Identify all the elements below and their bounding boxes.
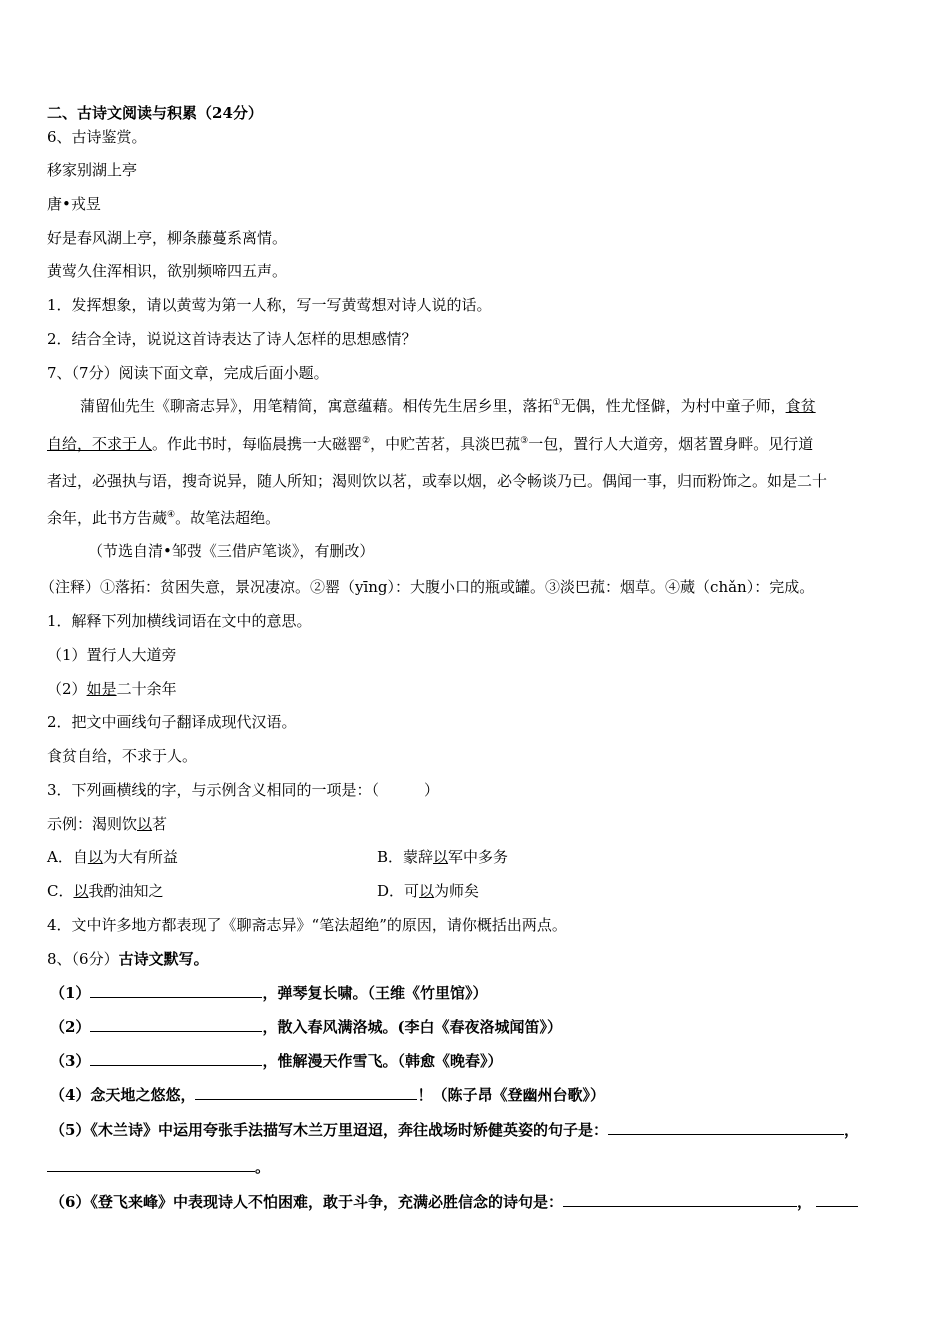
q8-heading: 古诗文默写。 (118, 950, 209, 968)
passage-line-3: 者过，必强执与语，搜奇说异，随人所知；渴则饮以茗，或奉以烟，必令畅谈乃已。偶闻一事，归而粉饰之。如是二十 (47, 472, 828, 490)
q7-sub-1-item-2 (47, 679, 177, 699)
q6-sub-1: 1．发挥想象，请以黄莺为第一人称，写一写黄莺想对诗人说的话。 (47, 296, 492, 314)
underlined-sentence: 自给，不求于人 (47, 435, 153, 453)
poem-line-2: 黄莺久住浑相识，欲别频啼四五声。 (47, 262, 288, 280)
section-title: 二、古诗文阅读与积累（24分） (47, 104, 263, 122)
q8-item-3 (50, 1051, 502, 1071)
item-number: （2） (47, 680, 87, 698)
q6-title: 6、古诗鉴赏。 (47, 128, 147, 146)
item-text: 二十余年 (116, 680, 177, 698)
passage-line-1 (80, 396, 816, 416)
q8-item-1 (50, 983, 487, 1003)
punctuation: 。 (255, 1158, 271, 1176)
q7-title: 7、（7分）阅读下面文章，完成后面小题。 (47, 364, 329, 382)
answer-blank[interactable] (90, 1017, 262, 1032)
item-text: ，散入春风满洛城。(李白《春夜洛城闻笛》） (262, 1018, 563, 1036)
options-row-2 (47, 881, 907, 901)
q8-number: 8、（6分） (47, 950, 119, 968)
option-d: D．可以为师矣 (377, 882, 480, 900)
footnote-marker: ② (362, 436, 371, 446)
option-a: A．自以为大有所益 (47, 848, 178, 866)
q7-sub-3: 3．下列画横线的字，与示例含义相同的一项是：（ ） (47, 781, 440, 799)
passage-text: ，中贮苦茗，具淡巴菰 (370, 435, 521, 453)
passage-text: 蒲留仙先生《聊斋志异》，用笔精简，寓意蕴藉。相传先生居乡里，落拓 (80, 397, 553, 415)
q7-sub-1: 1．解释下列加横线词语在文中的意思。 (47, 612, 312, 630)
passage-line-2 (47, 434, 813, 454)
punctuation: ， (796, 1193, 812, 1211)
q8-item-4 (50, 1085, 605, 1105)
passage-text: 。作此书时，每临晨携一大磁罂 (152, 435, 363, 453)
underlined-sentence: 食贫 (785, 397, 816, 415)
answer-blank[interactable] (90, 983, 262, 998)
example-text: 茗 (152, 815, 168, 833)
q7-sub-4: 4．文中许多地方都表现了《聊斋志异》“笔法超绝”的原因，请你概括出两点。 (47, 916, 567, 934)
passage-notes: （注释）①落拓：贫困失意，景况凄凉。②罂（yīng）：大腹小口的瓶或罐。③淡巴菰：烟草。④蒇（chǎn）：完成。 (40, 578, 815, 596)
q6-sub-2: 2．结合全诗，说说这首诗表达了诗人怎样的思想感情？ (47, 330, 417, 348)
q7-sub-2: 2．把文中画线句子翻译成现代汉语。 (47, 713, 297, 731)
poem-author: 唐•戎昱 (47, 195, 101, 213)
q8-item-5-cont (47, 1157, 270, 1177)
item-number: （3） (50, 1052, 91, 1070)
q7-sub-1-item-1: （1）置行人大道旁 (47, 646, 177, 664)
option-b: B．蒙辞以军中多务 (377, 848, 509, 866)
item-text: ！（陈子昂《登幽州台歌》） (417, 1086, 605, 1104)
answer-blank[interactable] (816, 1192, 858, 1207)
underlined-char: 以 (137, 815, 153, 833)
q7-sub-2-sentence: 食贫自给，不求于人。 (47, 747, 198, 765)
example-text: 示例：渴则饮 (47, 815, 138, 833)
item-text: ，惟解漫天作雪飞。（韩愈《晚春》） (262, 1052, 503, 1070)
answer-blank[interactable] (563, 1192, 797, 1207)
answer-blank[interactable] (608, 1120, 844, 1135)
answer-blank[interactable] (195, 1085, 417, 1100)
options-row-1 (47, 847, 907, 867)
passage-text: 一包，置行人大道旁，烟茗置身畔。见行道 (528, 435, 814, 453)
poem-title: 移家别湖上亭 (47, 161, 138, 179)
passage-line-4 (47, 508, 280, 528)
q8-item-2 (50, 1017, 562, 1037)
item-text: （5）《木兰诗》中运用夸张手法描写木兰万里迢迢，奔往战场时矫健英姿的句子是： (50, 1121, 608, 1139)
footnote-marker: ① (552, 398, 561, 408)
item-text: ，弹琴复长啸。（王维《竹里馆》） (262, 984, 488, 1002)
answer-blank[interactable] (47, 1157, 255, 1172)
passage-text: 无偶，性尤怪僻，为村中童子师， (560, 397, 786, 415)
q8-title (47, 949, 209, 969)
q7-example (47, 814, 167, 834)
footnote-marker: ③ (520, 436, 529, 446)
q8-item-5 (50, 1120, 859, 1140)
item-number: （1） (50, 984, 91, 1002)
passage-source: （节选自清•邹弢《三借庐笔谈》，有删改） (88, 542, 375, 560)
passage-text: 余年，此书方告蒇 (47, 509, 168, 527)
underlined-word: 如是 (86, 680, 117, 698)
punctuation: ， (843, 1121, 859, 1139)
item-text: （6）《登飞来峰》中表现诗人不怕困难，敢于斗争，充满必胜信念的诗句是： (50, 1193, 563, 1211)
item-text: （4）念天地之悠悠， (50, 1086, 196, 1104)
option-c: C．以我酌油知之 (47, 882, 164, 900)
poem-line-1: 好是春风湖上亭，柳条藤蔓系离情。 (47, 229, 288, 247)
passage-text: 。故笔法超绝。 (175, 509, 281, 527)
q8-item-6 (50, 1192, 858, 1212)
footnote-marker: ④ (167, 510, 176, 520)
item-number: （2） (50, 1018, 91, 1036)
answer-blank[interactable] (90, 1051, 262, 1066)
